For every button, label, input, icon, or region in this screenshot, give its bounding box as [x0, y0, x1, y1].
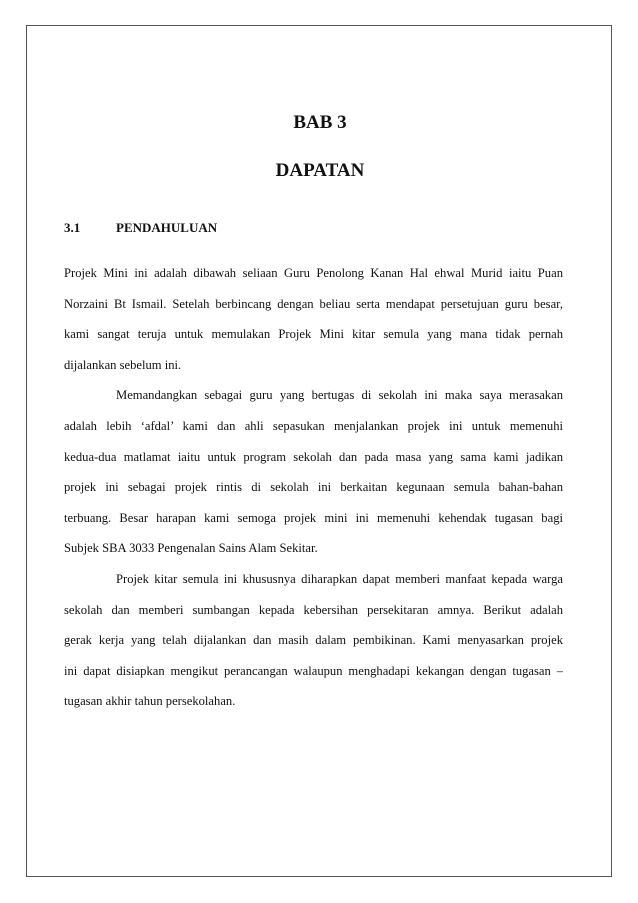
paragraph-line: Subjek SBA 3033 Pengenalan Sains Alam Sekitar. [64, 541, 318, 556]
paragraph-line: Memandangkan sebagai guru yang bertugas di sekolah ini maka saya merasakan [116, 388, 563, 403]
paragraph-line: projek ini sebagai projek rintis di sekolah ini berkaitan kegunaan semula bahan-bahan [64, 480, 563, 495]
paragraph-line: ini dapat disiapkan mengikut perancangan walaupun menghadapi kekangan dengan tugasan – [64, 663, 563, 678]
paragraph-3 [64, 564, 563, 717]
paragraph-line: Norzaini Bt Ismail. Setelah berbincang dengan beliau serta mendapat persetujuan guru besar, [64, 296, 563, 311]
paragraph-line: kami sangat teruja untuk memulakan Projek Mini kitar semula yang mana tidak pernah [64, 327, 563, 342]
paragraph-line: adalah lebih ‘afdal’ kami dan ahli sepasukan menjalankan projek ini untuk memenuhi [64, 418, 563, 433]
chapter-title: DAPATAN [275, 160, 365, 181]
paragraph-line: Projek Mini ini adalah dibawah seliaan Guru Penolong Kanan Hal ehwal Murid iaitu Puan [64, 266, 563, 280]
section-number: 3.1 [64, 220, 81, 235]
paragraph-line: sekolah dan memberi sumbangan kepada kebersihan persekitaran amnya. Berikut adalah [64, 602, 563, 617]
paragraph-line: kedua-dua matlamat iaitu untuk program sekolah dan pada masa yang sama kami jadikan [64, 449, 563, 464]
paragraph-line: Projek kitar semula ini khususnya diharapkan dapat memberi manfaat kepada warga [116, 571, 563, 586]
paragraph-line: gerak kerja yang telah dijalankan dan masih dalam pembikinan. Kami menyasarkan projek [64, 633, 563, 648]
paragraph-line: terbuang. Besar harapan kami semoga projek mini ini memenuhi kehendak tugasan bagi [64, 510, 563, 525]
paragraph-line: tugasan akhir tahun persekolahan. [64, 694, 236, 709]
paragraph-line: dijalankan sebelum ini. [64, 357, 182, 372]
section-heading [64, 220, 217, 236]
paragraph-2 [64, 380, 563, 564]
section-title: PENDAHULUAN [116, 220, 218, 235]
chapter-number: BAB 3 [293, 112, 347, 133]
body-text [64, 258, 563, 717]
paragraph-1 [64, 258, 563, 380]
